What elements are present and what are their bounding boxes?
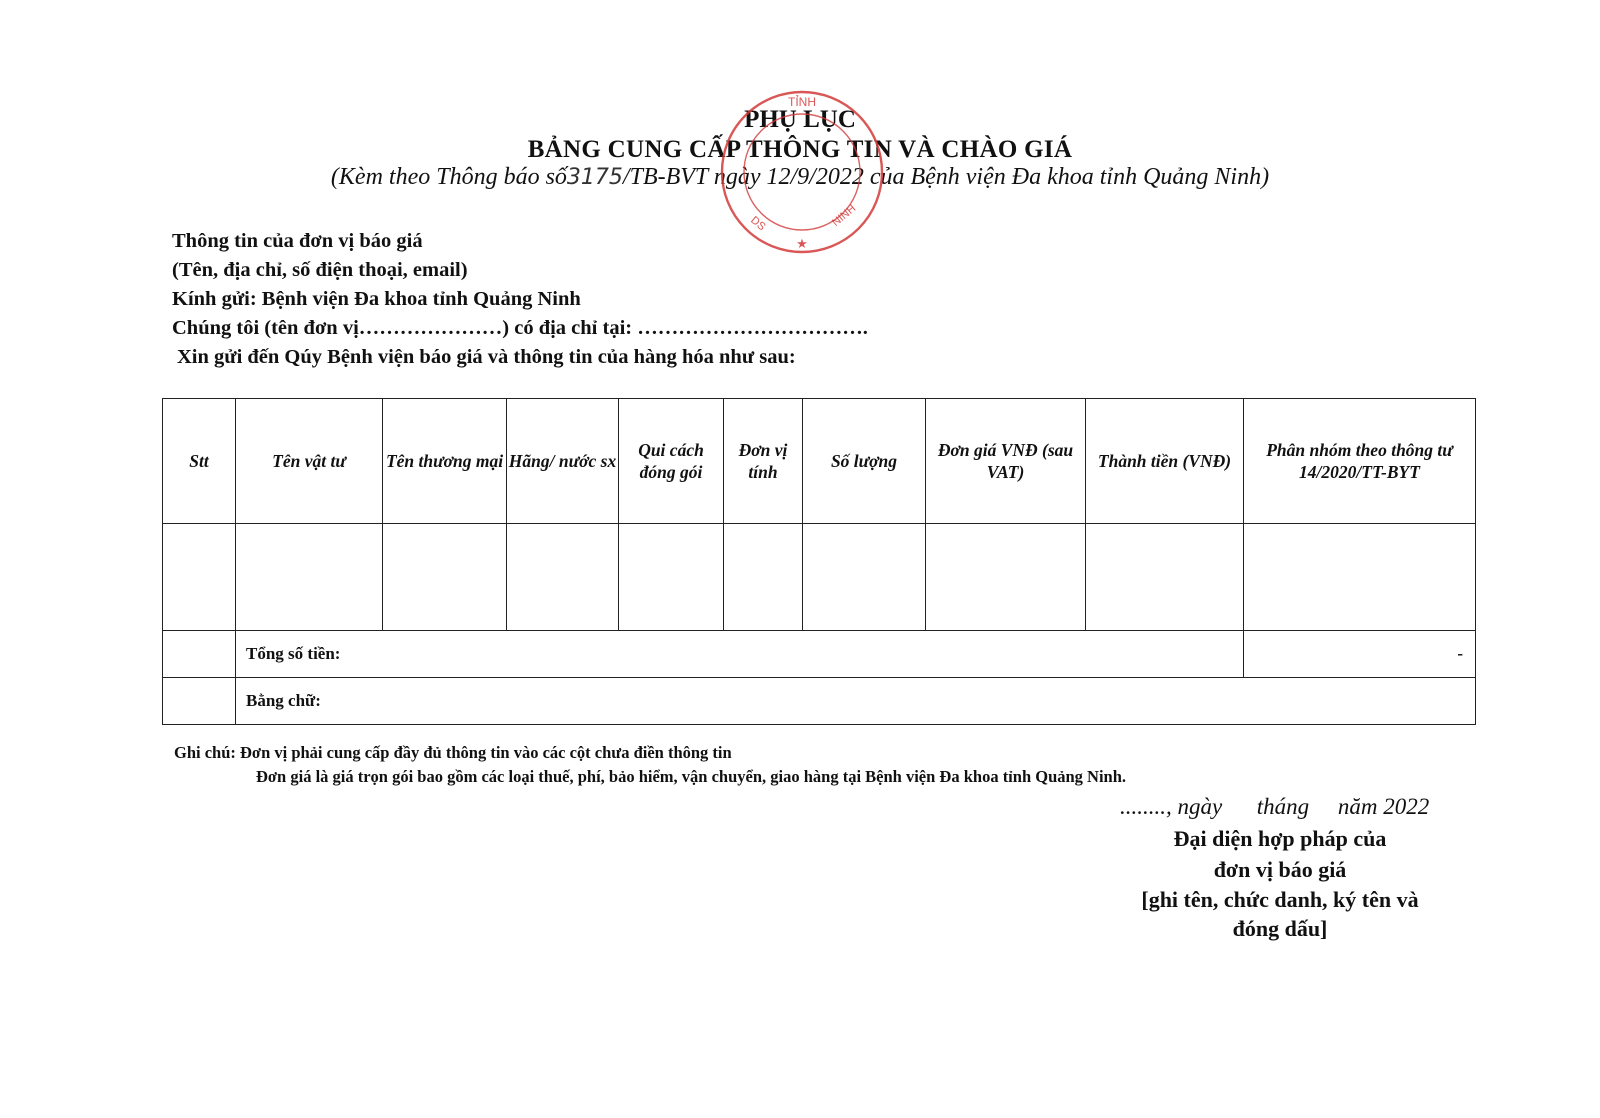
svg-text:DS: DS [748,214,768,234]
amount-in-words-row [163,678,1476,725]
col-header: Đơn giá VNĐ (sau VAT) [926,399,1086,524]
subtitle-suffix: /TB-BVT ngày 12/9/2022 của Bệnh viện Đa khoa tỉnh Quảng Ninh) [622,164,1270,190]
table-cell [803,524,926,631]
signature-line-3: [ghi tên, chức danh, ký tên và [1141,887,1419,912]
svg-text:★: ★ [796,236,808,251]
table-cell [236,524,383,631]
table-row [163,524,1476,631]
document-heading: PHỤ LỤC [744,106,856,133]
signature-line-1: Đại diện hợp pháp của [1173,826,1387,851]
signature-line-4: đóng dấu] [1232,916,1328,941]
col-header: Phân nhóm theo thông tư 14/2020/TT-BYT [1244,399,1476,524]
table-cell [1244,524,1476,631]
svg-text:TỈNH: TỈNH [788,95,816,109]
document-title: BẢNG CUNG CẤP THÔNG TIN VÀ CHÀO GIÁ [527,136,1073,163]
note-line-2: Đơn giá là giá trọn gói bao gồm các loại thuế, phí, bảo hiểm, vận chuyển, giao hàng tại Bệnh viện Đa khoa tỉnh Quảng Ninh. [256,767,1127,786]
info-line-1: Thông tin của đơn vị báo giá [172,230,423,252]
table-cell [163,524,236,631]
quote-table [162,398,1476,725]
info-line-3: Kính gửi: Bệnh viện Đa khoa tỉnh Quảng Ninh [172,288,581,310]
col-header: Thành tiền (VNĐ) [1086,399,1244,524]
info-line-5: Xin gửi đến Qúy Bệnh viện báo giá và thông tin của hàng hóa như sau: [177,346,796,368]
signature-line-2: đơn vị báo giá [1213,857,1347,882]
note-line-1: Ghi chú: Đơn vị phải cung cấp đầy đủ thông tin vào các cột chưa điền thông tin [174,743,732,762]
col-header: Số lượng [803,399,926,524]
amount-in-words-label: Bằng chữ: [236,678,1476,725]
col-header: Qui cách đóng gói [619,399,724,524]
table-cell [507,524,619,631]
col-header: Đơn vị tính [724,399,803,524]
col-header: Hãng/ nước sx [507,399,619,524]
total-row [163,631,1476,678]
table-header-row [163,399,1476,524]
table-cell [926,524,1086,631]
table-cell [724,524,803,631]
table-cell [163,678,236,725]
total-label: Tổng số tiền: [236,631,1244,678]
red-seal-stamp [718,88,886,256]
table-cell [383,524,507,631]
info-line-2: (Tên, địa chỉ, số điện thoại, email) [172,259,468,281]
col-header: Tên thương mại [383,399,507,524]
table-cell [1086,524,1244,631]
signature-date-line: ........, ngày tháng năm 2022 [1120,794,1430,819]
col-header: Tên vật tư [236,399,383,524]
table-cell [163,631,236,678]
info-line-4: Chúng tôi (tên đơn vị…………………) có địa chỉ tại: ……………………………. [172,317,868,339]
col-header: Stt [163,399,236,524]
table-cell [619,524,724,631]
total-value: - [1244,631,1476,678]
subtitle-prefix: (Kèm theo Thông báo số [330,164,567,190]
handwritten-number: 3175 [566,165,623,190]
svg-text:NINH: NINH [829,202,859,229]
